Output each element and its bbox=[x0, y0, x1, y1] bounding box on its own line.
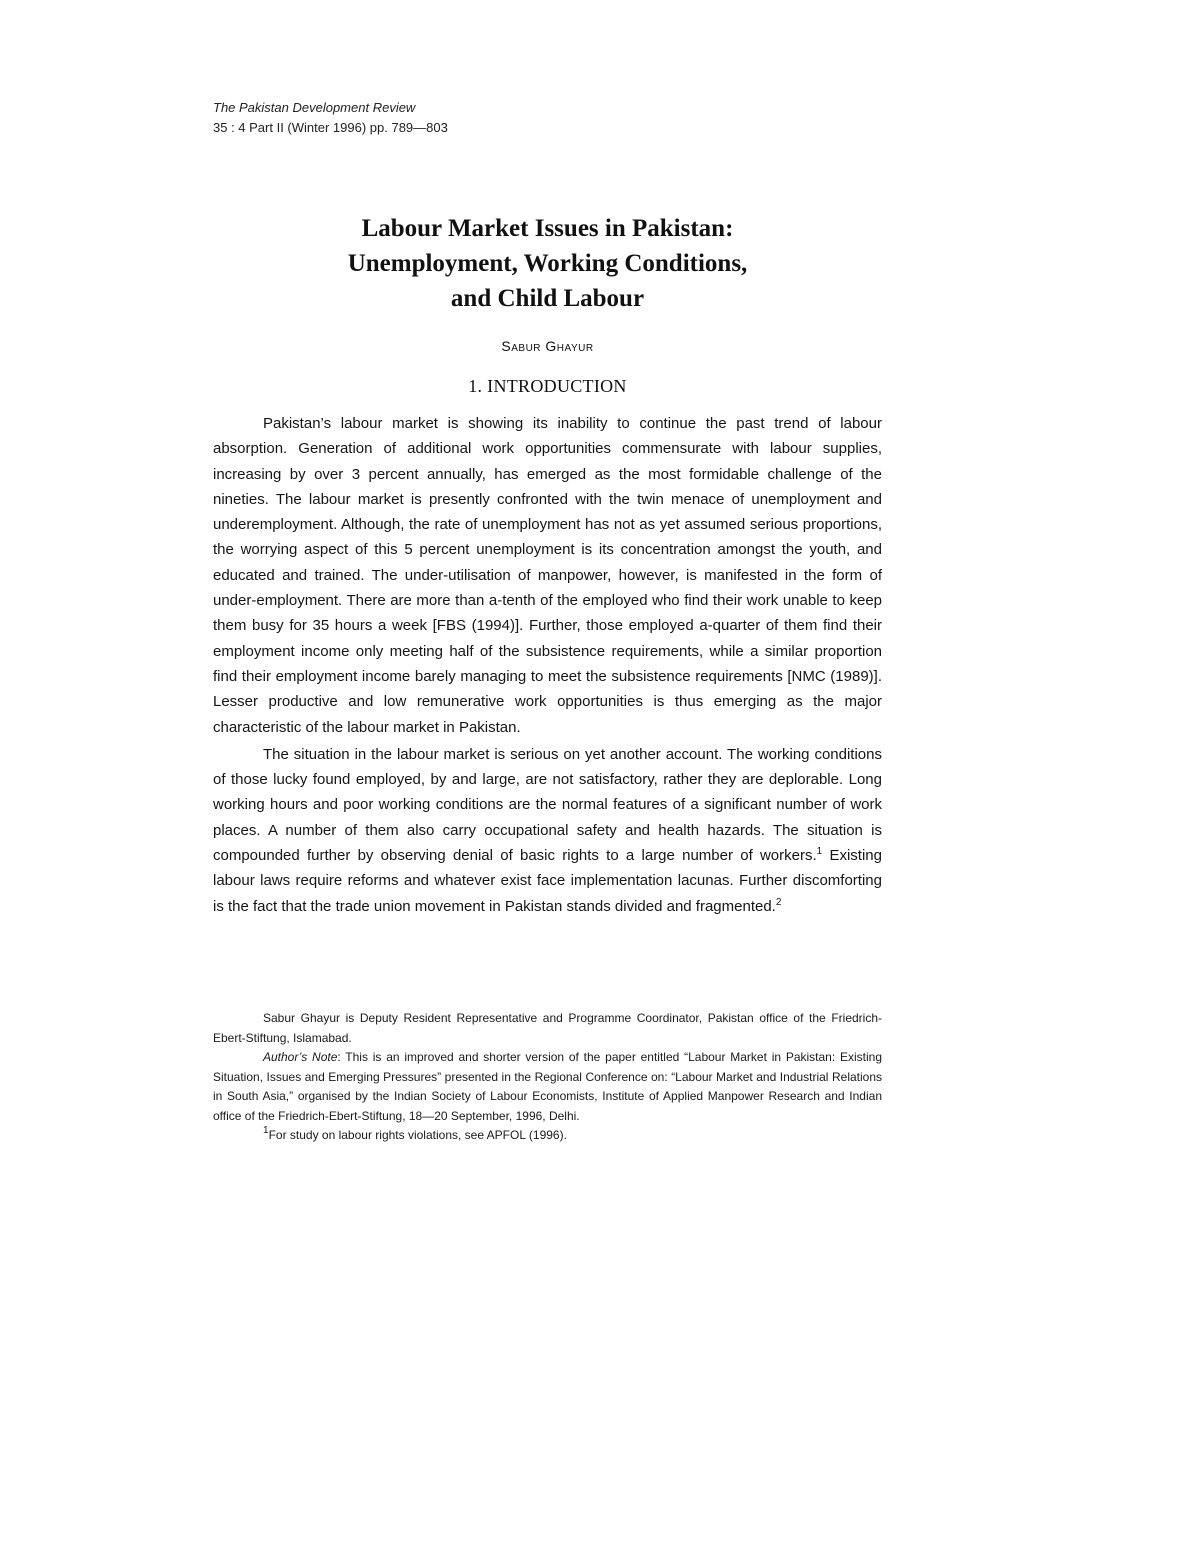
title-line-3: and Child Labour bbox=[450, 285, 645, 312]
paragraph-2-part-2: Existing labour laws require reforms and whatever exist face implementation lacunas. Further discomforting is the fact that the trade union movement in Pakistan stands divided and fragmented. bbox=[213, 847, 882, 915]
authors-note-text: : This is an improved and shorter version of the paper entitled “Labour Market in Pakistan: Existing Situation, Issues and Emerging Pressures” presented in the Regional Conference on: “Labour Market and Industrial Relations in South Asia,” organised by the Indian Society of Labour Economists, Institute of Applied Manpower Research and Indian office of the Friedrich-Ebert-Stiftung, 18—20 September, 1996, Delhi. bbox=[213, 1050, 882, 1123]
paragraph-2 bbox=[213, 742, 882, 919]
footnote-1 bbox=[213, 1126, 882, 1146]
footnotes bbox=[213, 1009, 882, 1146]
author-name: Sabur Ghayur bbox=[501, 338, 594, 354]
section-heading: 1. INTRODUCTION bbox=[468, 376, 627, 396]
paragraph-2-part-1: The situation in the labour market is serious on yet another account. The working conditions of those lucky found employed, by and large, are not satisfactory, rather they are deplorable. Long working hours and poor working conditions are the normal features of a significant number of work places. A number of them also carry occupational safety and health hazards. The situation is compounded further by observing denial of basic rights to a large number of workers. bbox=[213, 745, 882, 865]
authors-note-label: Author’s Note bbox=[263, 1050, 338, 1064]
footnote-ref-1: 1 bbox=[816, 846, 823, 858]
footnote-ref-2: 2 bbox=[775, 896, 782, 908]
footnote-authors-note bbox=[213, 1048, 882, 1126]
footnote-affiliation: Sabur Ghayur is Deputy Resident Representative and Programme Coordinator, Pakistan office of the Friedrich-Ebert-Stiftung, Islamabad. bbox=[213, 1011, 882, 1045]
article-title bbox=[213, 211, 882, 316]
title-line-1: Labour Market Issues in Pakistan: bbox=[361, 215, 734, 242]
footnote-1-text: For study on labour rights violations, see APFOL (1996). bbox=[268, 1128, 567, 1142]
paragraph-1: Pakistan’s labour market is showing its inability to continue the past trend of labour absorption. Generation of additional work opportunities commensurate with labour supplies, increasing by over 3 percent annually, has emerged as the most formidable challenge of the nineties. The labour market is presently confronted with the twin menace of unemployment and underemployment. Although, the rate of unemployment has not as yet assumed serious proportions, the worrying aspect of this 5 percent unemployment is its concentration amongst the youth, and educated and trained. The under-utilisation of manpower, however, is manifested in the form of under-employment. There are more than a-tenth of the employed who find their work unable to keep them busy for 35 hours a week [FBS (1994)]. Further, those employed a-quarter of them find their employment income only meeting half of the subsistence requirements, while a similar proportion find their employment income barely managing to meet the subsistence requirements [NMC (1989)]. Lesser productive and low remunerative work opportunities is thus emerging as the major characteristic of the labour market in Pakistan. bbox=[213, 415, 882, 736]
body-text bbox=[213, 411, 882, 921]
journal-issue: 35 : 4 Part II (Winter 1996) pp. 789—803 bbox=[213, 120, 448, 135]
journal-header bbox=[213, 98, 448, 138]
title-line-2: Unemployment, Working Conditions, bbox=[347, 250, 748, 277]
footnote-1-marker: 1 bbox=[263, 1125, 269, 1136]
journal-name: The Pakistan Development Review bbox=[213, 100, 416, 115]
